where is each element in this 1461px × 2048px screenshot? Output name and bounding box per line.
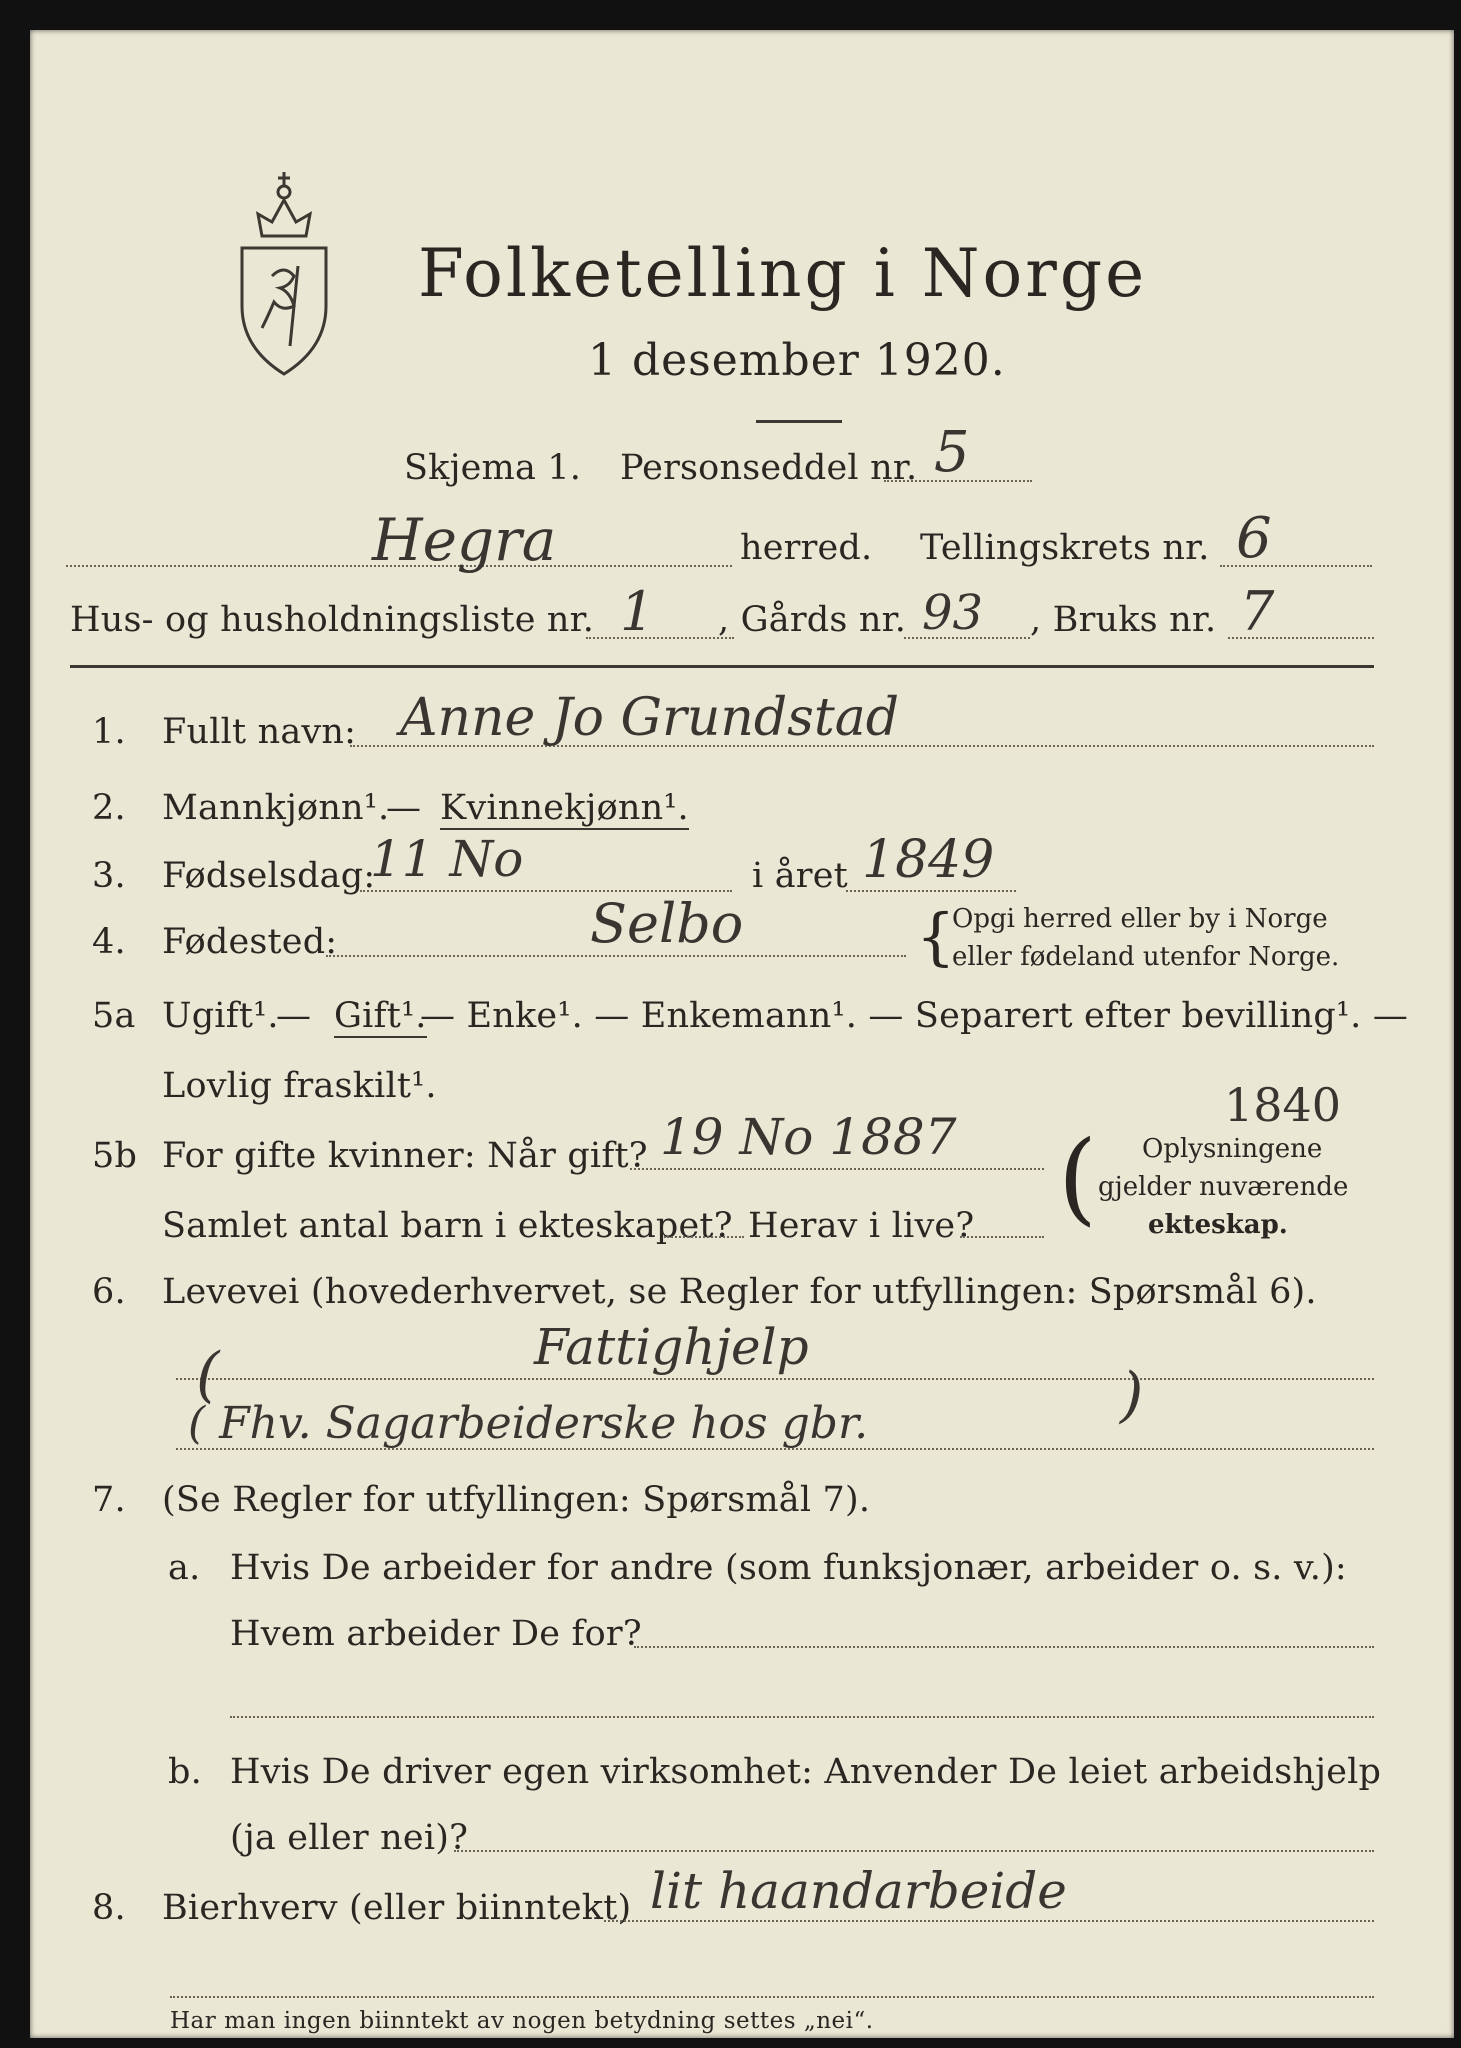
q1-number: 1. bbox=[92, 712, 126, 752]
q7a-letter: a. bbox=[168, 1548, 201, 1588]
q3-year-label: i året bbox=[752, 856, 848, 896]
q5a-separator: — bbox=[276, 996, 312, 1036]
tellingskrets-value: 6 bbox=[1236, 506, 1272, 571]
mannkjonn-option[interactable]: Mannkjønn¹. bbox=[162, 788, 390, 828]
bruks-label: , Bruks nr. bbox=[1030, 600, 1217, 640]
header-divider bbox=[70, 665, 1374, 668]
personseddel-label: Personseddel nr. bbox=[620, 448, 918, 488]
herred-value: Hegra bbox=[372, 506, 557, 574]
q4-number: 4. bbox=[92, 922, 126, 962]
barn-label: Samlet antal barn i ekteskapet? bbox=[162, 1206, 733, 1246]
barn-field[interactable] bbox=[664, 1236, 744, 1238]
levevei-field-1[interactable] bbox=[176, 1378, 1374, 1380]
q6-number: 6. bbox=[92, 1272, 126, 1312]
q5a-number: 5a bbox=[92, 996, 136, 1036]
q4-brace: { bbox=[916, 900, 956, 973]
footer-note: Har man ingen biinntekt av nogen betydning settes „nei“. bbox=[170, 2008, 874, 2034]
q2-number: 2. bbox=[92, 788, 126, 828]
fodselsaar-value: 1849 bbox=[862, 830, 995, 890]
levevei-paren-left: ( bbox=[196, 1340, 220, 1410]
bruks-value: 7 bbox=[1240, 580, 1275, 643]
q7-label: (Se Regler for utfyllingen: Spørsmål 7). bbox=[162, 1480, 871, 1520]
levevei-value-1: Fattighjelp bbox=[534, 1318, 809, 1376]
hus-label: Hus- og husholdningsliste nr. bbox=[70, 600, 595, 640]
bierhverv-field-2[interactable] bbox=[170, 1996, 1374, 1998]
q5a-annotation: 1840 bbox=[1224, 1078, 1342, 1132]
herav-i-live-field[interactable] bbox=[960, 1236, 1044, 1238]
hus-field[interactable] bbox=[586, 637, 734, 639]
title-divider bbox=[756, 420, 842, 423]
form-title: Folketelling i Norge bbox=[418, 235, 1148, 312]
levevei-value-2: ( Fhv. Sagarbeiderske hos gbr. bbox=[188, 1398, 869, 1449]
nar-gift-value: 19 No 1887 bbox=[660, 1108, 957, 1166]
q8-number: 8. bbox=[92, 1888, 126, 1928]
bierhverv-value: lit haandarbeide bbox=[650, 1862, 1067, 1920]
q5b-note-1: Oplysningene bbox=[1142, 1134, 1323, 1164]
fodested-value: Selbo bbox=[590, 892, 744, 955]
ugift-option[interactable]: Ugift¹. bbox=[162, 996, 279, 1036]
herred-label: herred. bbox=[740, 528, 873, 568]
census-date: 1 desember 1920. bbox=[588, 335, 1006, 386]
q7a-label-2: Hvem arbeider De for? bbox=[230, 1614, 642, 1654]
q5a-other-options[interactable]: — Enke¹. — Enkemann¹. — Separert efter bevilling¹. — bbox=[420, 996, 1409, 1036]
kvinnekjonn-option[interactable]: Kvinnekjønn¹. bbox=[440, 788, 689, 828]
bierhverv-field[interactable] bbox=[604, 1920, 1374, 1922]
tellingskrets-label: Tellingskrets nr. bbox=[920, 528, 1210, 568]
personseddel-value: 5 bbox=[934, 420, 970, 485]
q4-note-2: eller fødeland utenfor Norge. bbox=[952, 942, 1340, 972]
q5b-label: For gifte kvinner: Når gift? bbox=[162, 1136, 648, 1176]
herav-i-live-label: Herav i live? bbox=[748, 1206, 975, 1246]
q3-number: 3. bbox=[92, 856, 126, 896]
hvem-arbeider-field-2[interactable] bbox=[230, 1716, 1374, 1718]
schema-label: Skjema 1. bbox=[404, 448, 582, 488]
q7-number: 7. bbox=[92, 1480, 126, 1520]
levevei-paren-right: ) bbox=[1120, 1360, 1144, 1430]
gift-option[interactable]: Gift¹. bbox=[334, 996, 427, 1036]
fodselsaar-field[interactable] bbox=[846, 890, 1016, 892]
gards-label: , Gårds nr. bbox=[718, 600, 907, 640]
lovlig-fraskilt-option[interactable]: Lovlig fraskilt¹. bbox=[162, 1066, 437, 1106]
q4-note-1: Opgi herred eller by i Norge bbox=[952, 904, 1328, 934]
q5b-brace: ( bbox=[1058, 1119, 1098, 1236]
q1-label: Fullt navn: bbox=[162, 712, 357, 752]
q8-label: Bierhverv (eller biinntekt) bbox=[162, 1888, 632, 1928]
q6-label: Levevei (hovederhvervet, se Regler for utfyllingen: Spørsmål 6). bbox=[162, 1272, 1317, 1312]
q2-separator: — bbox=[386, 788, 422, 828]
norway-coat-of-arms-icon bbox=[232, 166, 336, 378]
hvem-arbeider-field[interactable] bbox=[634, 1646, 1374, 1648]
q5b-number: 5b bbox=[92, 1136, 138, 1176]
gards-value: 93 bbox=[922, 585, 984, 641]
q4-label: Fødested: bbox=[162, 922, 338, 962]
q5b-note-2: gjelder nuværende bbox=[1098, 1172, 1349, 1202]
q7b-label-2: (ja eller nei)? bbox=[230, 1818, 469, 1858]
fodested-field[interactable] bbox=[326, 955, 906, 957]
q7a-label: Hvis De arbeider for andre (som funksjonær, arbeider o. s. v.): bbox=[230, 1548, 1347, 1588]
q3-label: Fødselsdag: bbox=[162, 856, 376, 896]
fodselsdag-value: 11 No bbox=[370, 830, 524, 888]
fullt-navn-value: Anne Jo Grundstad bbox=[400, 688, 900, 748]
leiet-arbeidshjelp-field[interactable] bbox=[454, 1850, 1374, 1852]
hus-value: 1 bbox=[620, 580, 655, 643]
q7b-label: Hvis De driver egen virksomhet: Anvender De leiet arbeidshjelp bbox=[230, 1752, 1382, 1792]
q7b-letter: b. bbox=[168, 1752, 202, 1792]
nar-gift-field[interactable] bbox=[630, 1168, 1044, 1170]
q5b-note-3: ekteskap. bbox=[1148, 1210, 1288, 1240]
